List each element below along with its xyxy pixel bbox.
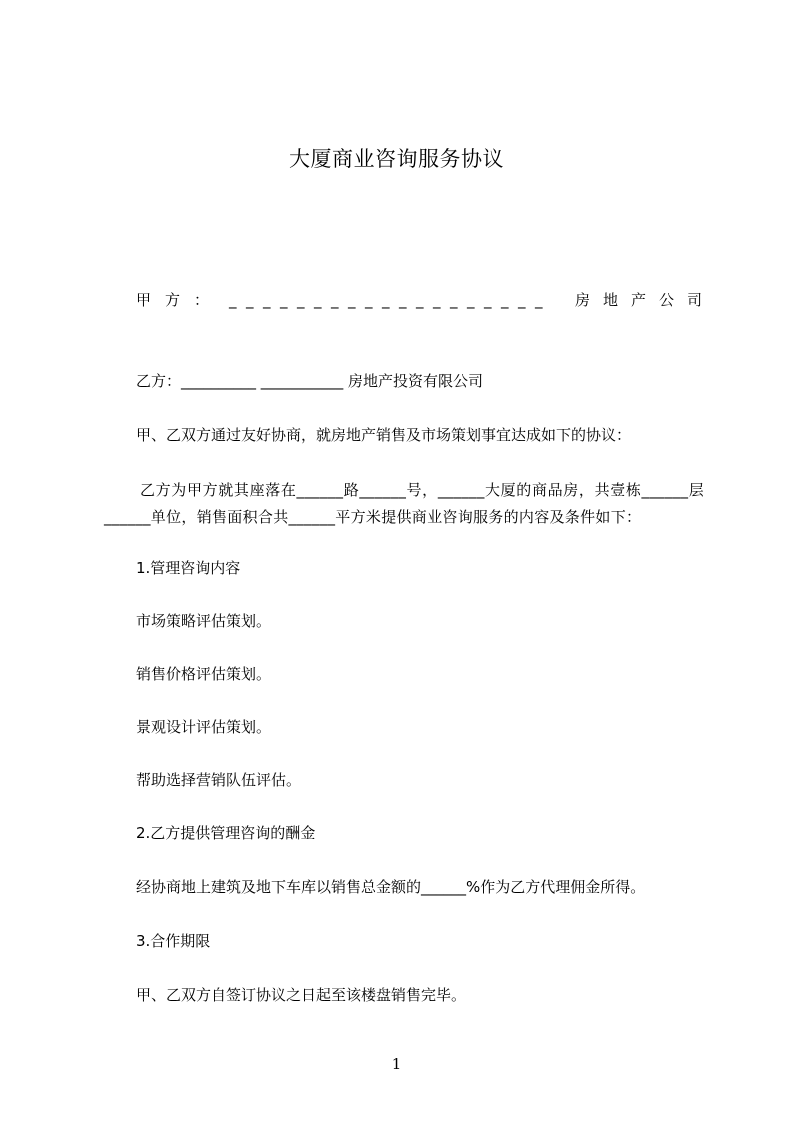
section-1-item: 景观设计评估策划。 bbox=[136, 718, 272, 736]
section-1-item: 市场策略评估策划。 bbox=[136, 612, 272, 630]
body-paragraph: 乙方为甲方就其座落在______路______号，______大厦的商品房，共壹栋______层______单位，销售面积合共______平方米提供商业咨询服务的内容及条件如下： bbox=[104, 481, 704, 526]
section-1-item: 销售价格评估策划。 bbox=[136, 665, 272, 683]
page-number: 1 bbox=[391, 1055, 402, 1073]
party-a-line bbox=[136, 290, 715, 310]
party-a-label: 甲方： bbox=[136, 291, 224, 309]
party-a-blank: ___________________ bbox=[229, 291, 553, 309]
section-2-heading: 2.乙方提供管理咨询的酬金 bbox=[136, 824, 316, 842]
section-1-item: 帮助选择营销队伍评估。 bbox=[136, 771, 302, 789]
party-b-line: 乙方：__________ ___________ 房地产投资有限公司 bbox=[136, 372, 484, 390]
section-1-heading: 1.管理咨询内容 bbox=[136, 559, 241, 577]
intro-paragraph: 甲、乙双方通过友好协商，就房地产销售及市场策划事宜达成如下的协议： bbox=[136, 426, 632, 444]
section-3-text: 甲、乙双方自签订协议之日起至该楼盘销售完毕。 bbox=[136, 986, 467, 1004]
section-3-heading: 3.合作期限 bbox=[136, 932, 211, 950]
section-2-text: 经协商地上建筑及地下车库以销售总金额的______%作为乙方代理佣金所得。 bbox=[136, 878, 646, 896]
document-title: 大厦商业咨询服务协议 bbox=[289, 147, 504, 171]
party-a-company: 房地产公司 bbox=[574, 291, 715, 309]
